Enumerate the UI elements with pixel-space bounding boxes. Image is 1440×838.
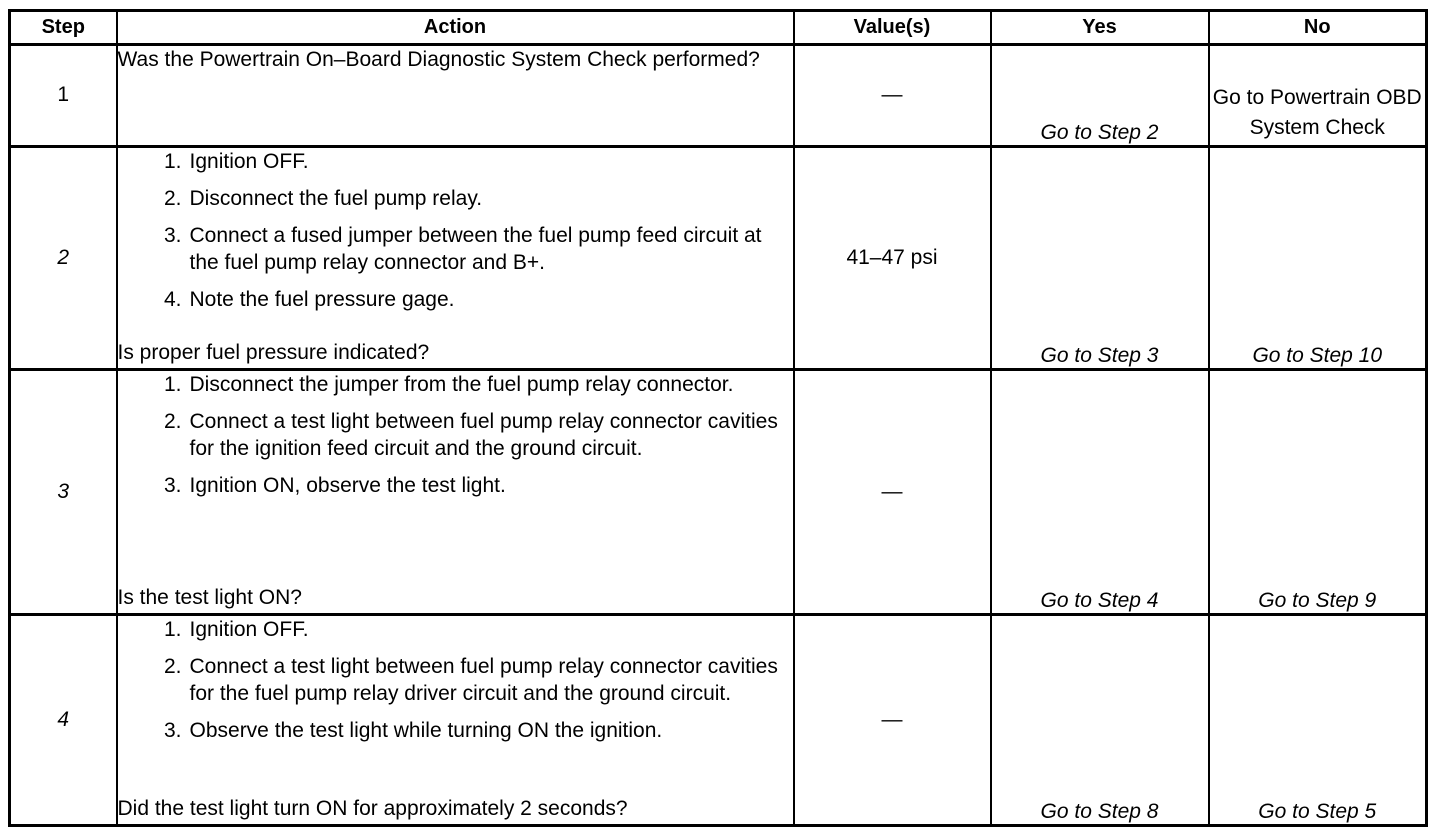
yes-cell: Go to Step 4 [991, 370, 1209, 615]
action-steps-list [118, 148, 793, 313]
value-cell: — [794, 45, 991, 147]
action-steps-list [118, 616, 793, 744]
question-text: Is proper fuel pressure indicated? [117, 341, 430, 365]
table-row-step-4 [10, 615, 1427, 826]
value-cell: 41–47 psi [794, 146, 991, 370]
header-row [10, 11, 1427, 45]
step-number: 3 [10, 370, 117, 615]
step-number: 2 [10, 146, 117, 370]
no-cell: Go to Powertrain OBD System Check [1209, 45, 1427, 147]
yes-cell: Go to Step 2 [991, 45, 1209, 147]
list-item: 1. Ignition OFF. [163, 618, 309, 642]
question-text: Is the test light ON? [117, 586, 302, 610]
action-cell [117, 45, 794, 147]
action-text: Was the Powertrain On–Board Diagnostic System Check performed? [117, 48, 760, 71]
header-yes: Yes [991, 11, 1209, 45]
header-action: Action [117, 11, 794, 45]
no-cell: Go to Step 10 [1209, 146, 1427, 370]
list-item: 3. Observe the test light while turning ON the ignition. [163, 719, 663, 743]
action-cell [117, 615, 794, 826]
list-item: 3. Connect a fused jumper between the fuel pump feed circuit at the fuel pump relay connector and B+. [163, 223, 762, 274]
action-steps-list [118, 371, 793, 499]
step-number: 4 [10, 615, 117, 826]
list-item: 4. Note the fuel pressure gage. [163, 287, 455, 311]
header-values: Value(s) [794, 11, 991, 45]
list-item: 1. Ignition OFF. [163, 149, 309, 173]
table-row-step-1 [10, 45, 1427, 147]
list-item: 3. Ignition ON, observe the test light. [163, 474, 506, 498]
yes-cell: Go to Step 8 [991, 615, 1209, 826]
no-cell: Go to Step 5 [1209, 615, 1427, 826]
action-cell [117, 370, 794, 615]
action-cell [117, 146, 794, 370]
table-row-step-3 [10, 370, 1427, 615]
no-cell: Go to Step 9 [1209, 370, 1427, 615]
value-cell: — [794, 615, 991, 826]
header-step: Step [10, 11, 117, 45]
value-cell: — [794, 370, 991, 615]
header-no: No [1209, 11, 1427, 45]
list-item: 2. Connect a test light between fuel pump relay connector cavities for the fuel pump relay driver circuit and the ground circuit. [163, 655, 778, 706]
step-number: 1 [10, 45, 117, 147]
list-item: 1. Disconnect the jumper from the fuel pump relay connector. [163, 373, 734, 397]
question-text: Did the test light turn ON for approximately 2 seconds? [117, 797, 628, 820]
list-item: 2. Connect a test light between fuel pump relay connector cavities for the ignition feed circuit and the ground circuit. [163, 410, 778, 461]
table-row-step-2 [10, 146, 1427, 370]
yes-cell: Go to Step 3 [991, 146, 1209, 370]
diagnostic-table [8, 9, 1428, 827]
list-item: 2. Disconnect the fuel pump relay. [163, 186, 483, 210]
